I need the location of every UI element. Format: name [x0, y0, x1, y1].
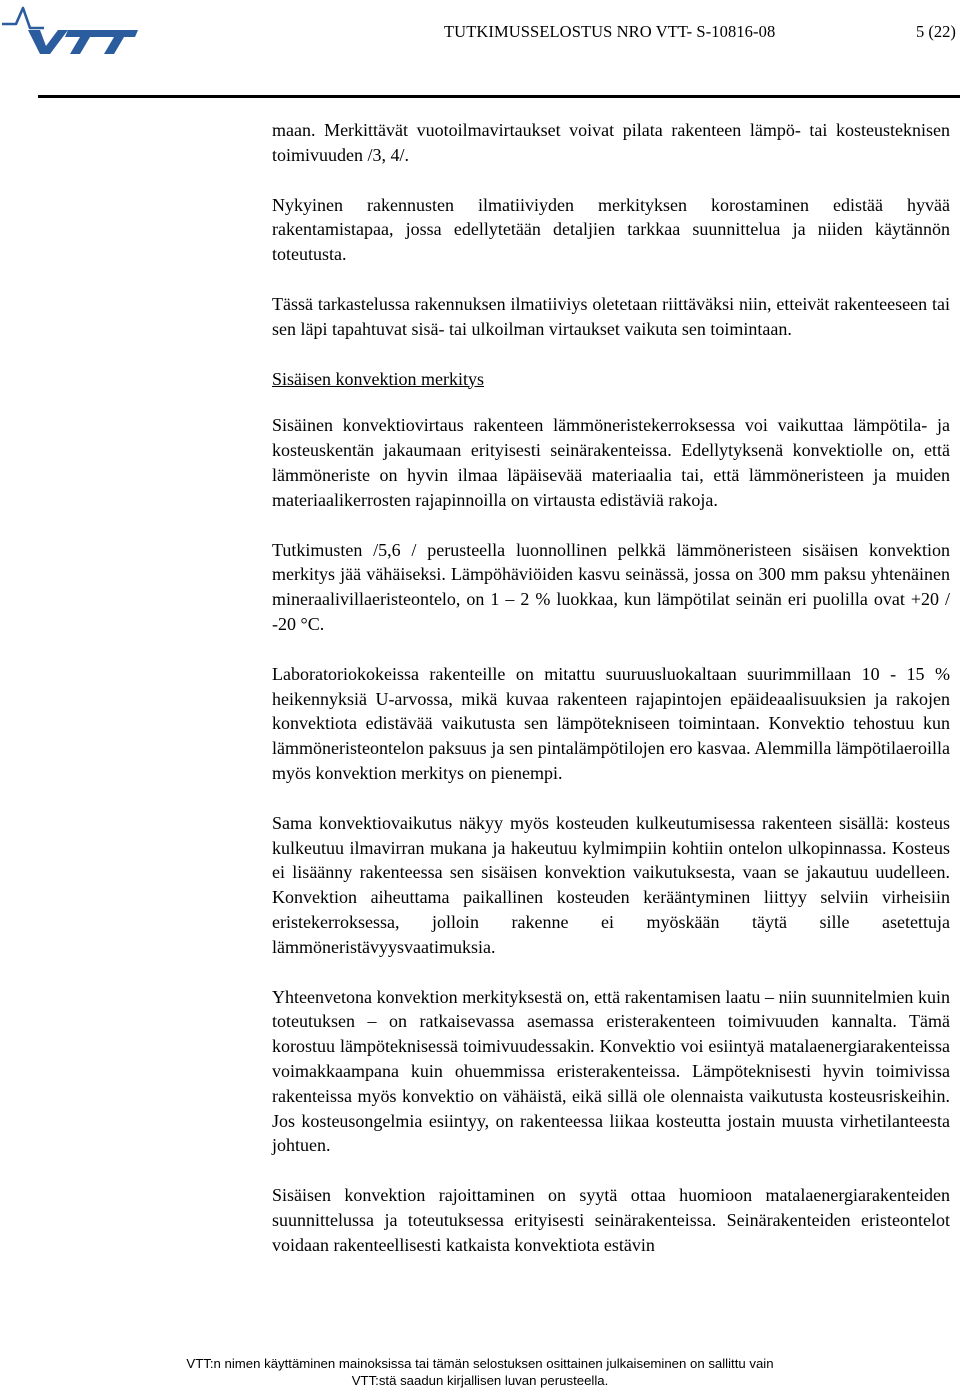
paragraph-3: Tässä tarkastelussa rakennuksen ilmatiiviys oletetaan riittäväksi niin, etteivät rakenteeseen tai sen läpi tapahtuvat sisä- tai ulkoilman virtaukset vaikuta sen toimintaan. [272, 293, 950, 339]
document-body [272, 118, 950, 1257]
paragraph-8: Yhteenvetona konvektion merkityksestä on, että rakentamisen laatu – niin suunnitelmien kuin toteutuksen – on ratkaisevassa asemassa eristerakenteen toimivuuden kannalta. Tämä korostuu lämpöteknisessä toimivuudessakin. Konvektio voi esiintyä matalaenergiarakenteissa voimakkaampana kuin ohuemmissa eristerakenteissa. Lämpöteknisesti hyvin toimivissa rakenteissa myös konvektio on vähäistä, eikä sillä ole olennaista vaikutusta kosteusriskeihin. Jos kosteusongelmia esiintyy, on rakenteessa liikaa kosteutta jostain muusta virhetilanteesta johtuen. [272, 986, 950, 1156]
section-heading: Sisäisen konvektion merkitys [272, 368, 484, 389]
footer-line-2: VTT:stä saadun kirjallisen luvan perusteella. [351, 1373, 609, 1388]
paragraph-1: maan. Merkittävät vuotoilmavirtaukset voivat pilata rakenteen lämpö- tai kosteusteknisen toimivuuden /3, 4/. [272, 120, 950, 165]
paragraph-9: Sisäisen konvektion rajoittaminen on syytä ottaa huomioon matalaenergiarakenteiden suunnittelussa ja toteutuksessa erityisesti seinärakenteissa. Seinärakenteiden eristeontelot voidaan rakenteellisesti katkaista konvektiota estävin [272, 1185, 950, 1255]
report-number: TUTKIMUSSELOSTUS NRO VTT- S-10816-08 [444, 22, 776, 41]
page-number: 5 (22) [916, 22, 956, 41]
paragraph-2: Nykyinen rakennusten ilmatiiviyden merkityksen korostaminen edistää hyvää rakentamistapaa, jossa edellytetään detaljien tarkkaa suunnittelua ja niiden käytännön toteutusta. [272, 194, 950, 265]
header-divider [38, 95, 960, 98]
footer-line-1: VTT:n nimen käyttäminen mainoksissa tai tämän selostuksen osittainen julkaiseminen on sallittu vain [186, 1356, 774, 1371]
footer-notice [0, 1355, 960, 1389]
vtt-logo [0, 0, 140, 60]
paragraph-4: Sisäinen konvektiovirtaus rakenteen lämmöneristekerroksessa voi vaikuttaa lämpötila- ja kosteuskentän jakaumaan erityisesti seinärakenteissa. Edellytyksenä konvektiolle on, että lämmöneriste on hyvin ilmaa läpäisevää materiaalia tai, että lämmöneristeen ja muiden materiaalikerrosten rajapinnoilla on virtausta edistäviä rakoja. [272, 415, 950, 510]
paragraph-6: Laboratoriokokeissa rakenteille on mitattu suuruusluokaltaan suurimmillaan 10 - 15 % heikennyksiä U-arvossa, mikä kuvaa rakenteen rajapintojen epäideaalisuuksien ja rakojen konvektiota edistävää vaikutusta sen lämpötekniseen toimintaan. Konvektio tehostuu kun lämmöneristeontelon paksuus ja sen pintalämpötilojen ero kasvaa. Alemmilla lämpötilaeroilla myös konvektion merkitys on pienempi. [272, 663, 950, 783]
paragraph-5: Tutkimusten /5,6 / perusteella luonnollinen pelkkä lämmöneristeen sisäisen konvektion merkitys jää vähäiseksi. Lämpöhäviöiden kasvu seinässä, jossa on 300 mm paksu yhtenäinen mineraalivillaeristeontelo, on 1 – 2 % luokkaa, kun lämpötilat seinän eri puolilla ovat +20 / -20 °C. [272, 539, 950, 634]
vtt-logo-icon [0, 0, 140, 60]
paragraph-7: Sama konvektiovaikutus näkyy myös kosteuden kulkeutumisessa rakenteen sisällä: kosteus kulkeutuu ilmavirran mukana ja hakeutuu kylmimpiin kohtiin ontelon ulkopinnassa. Kosteus ei lisäänny rakenteessa sen sisäisen konvektion vaikutuksesta, vaan se jakautuu uudelleen. Konvektion aiheuttama paikallinen kosteuden kerääntyminen liittyy selviin virheisiin eristekerroksessa, jolloin rakenne ei myöskään täytä sille asetettuja lämmöneristävyysvaatimuksia. [272, 812, 950, 957]
